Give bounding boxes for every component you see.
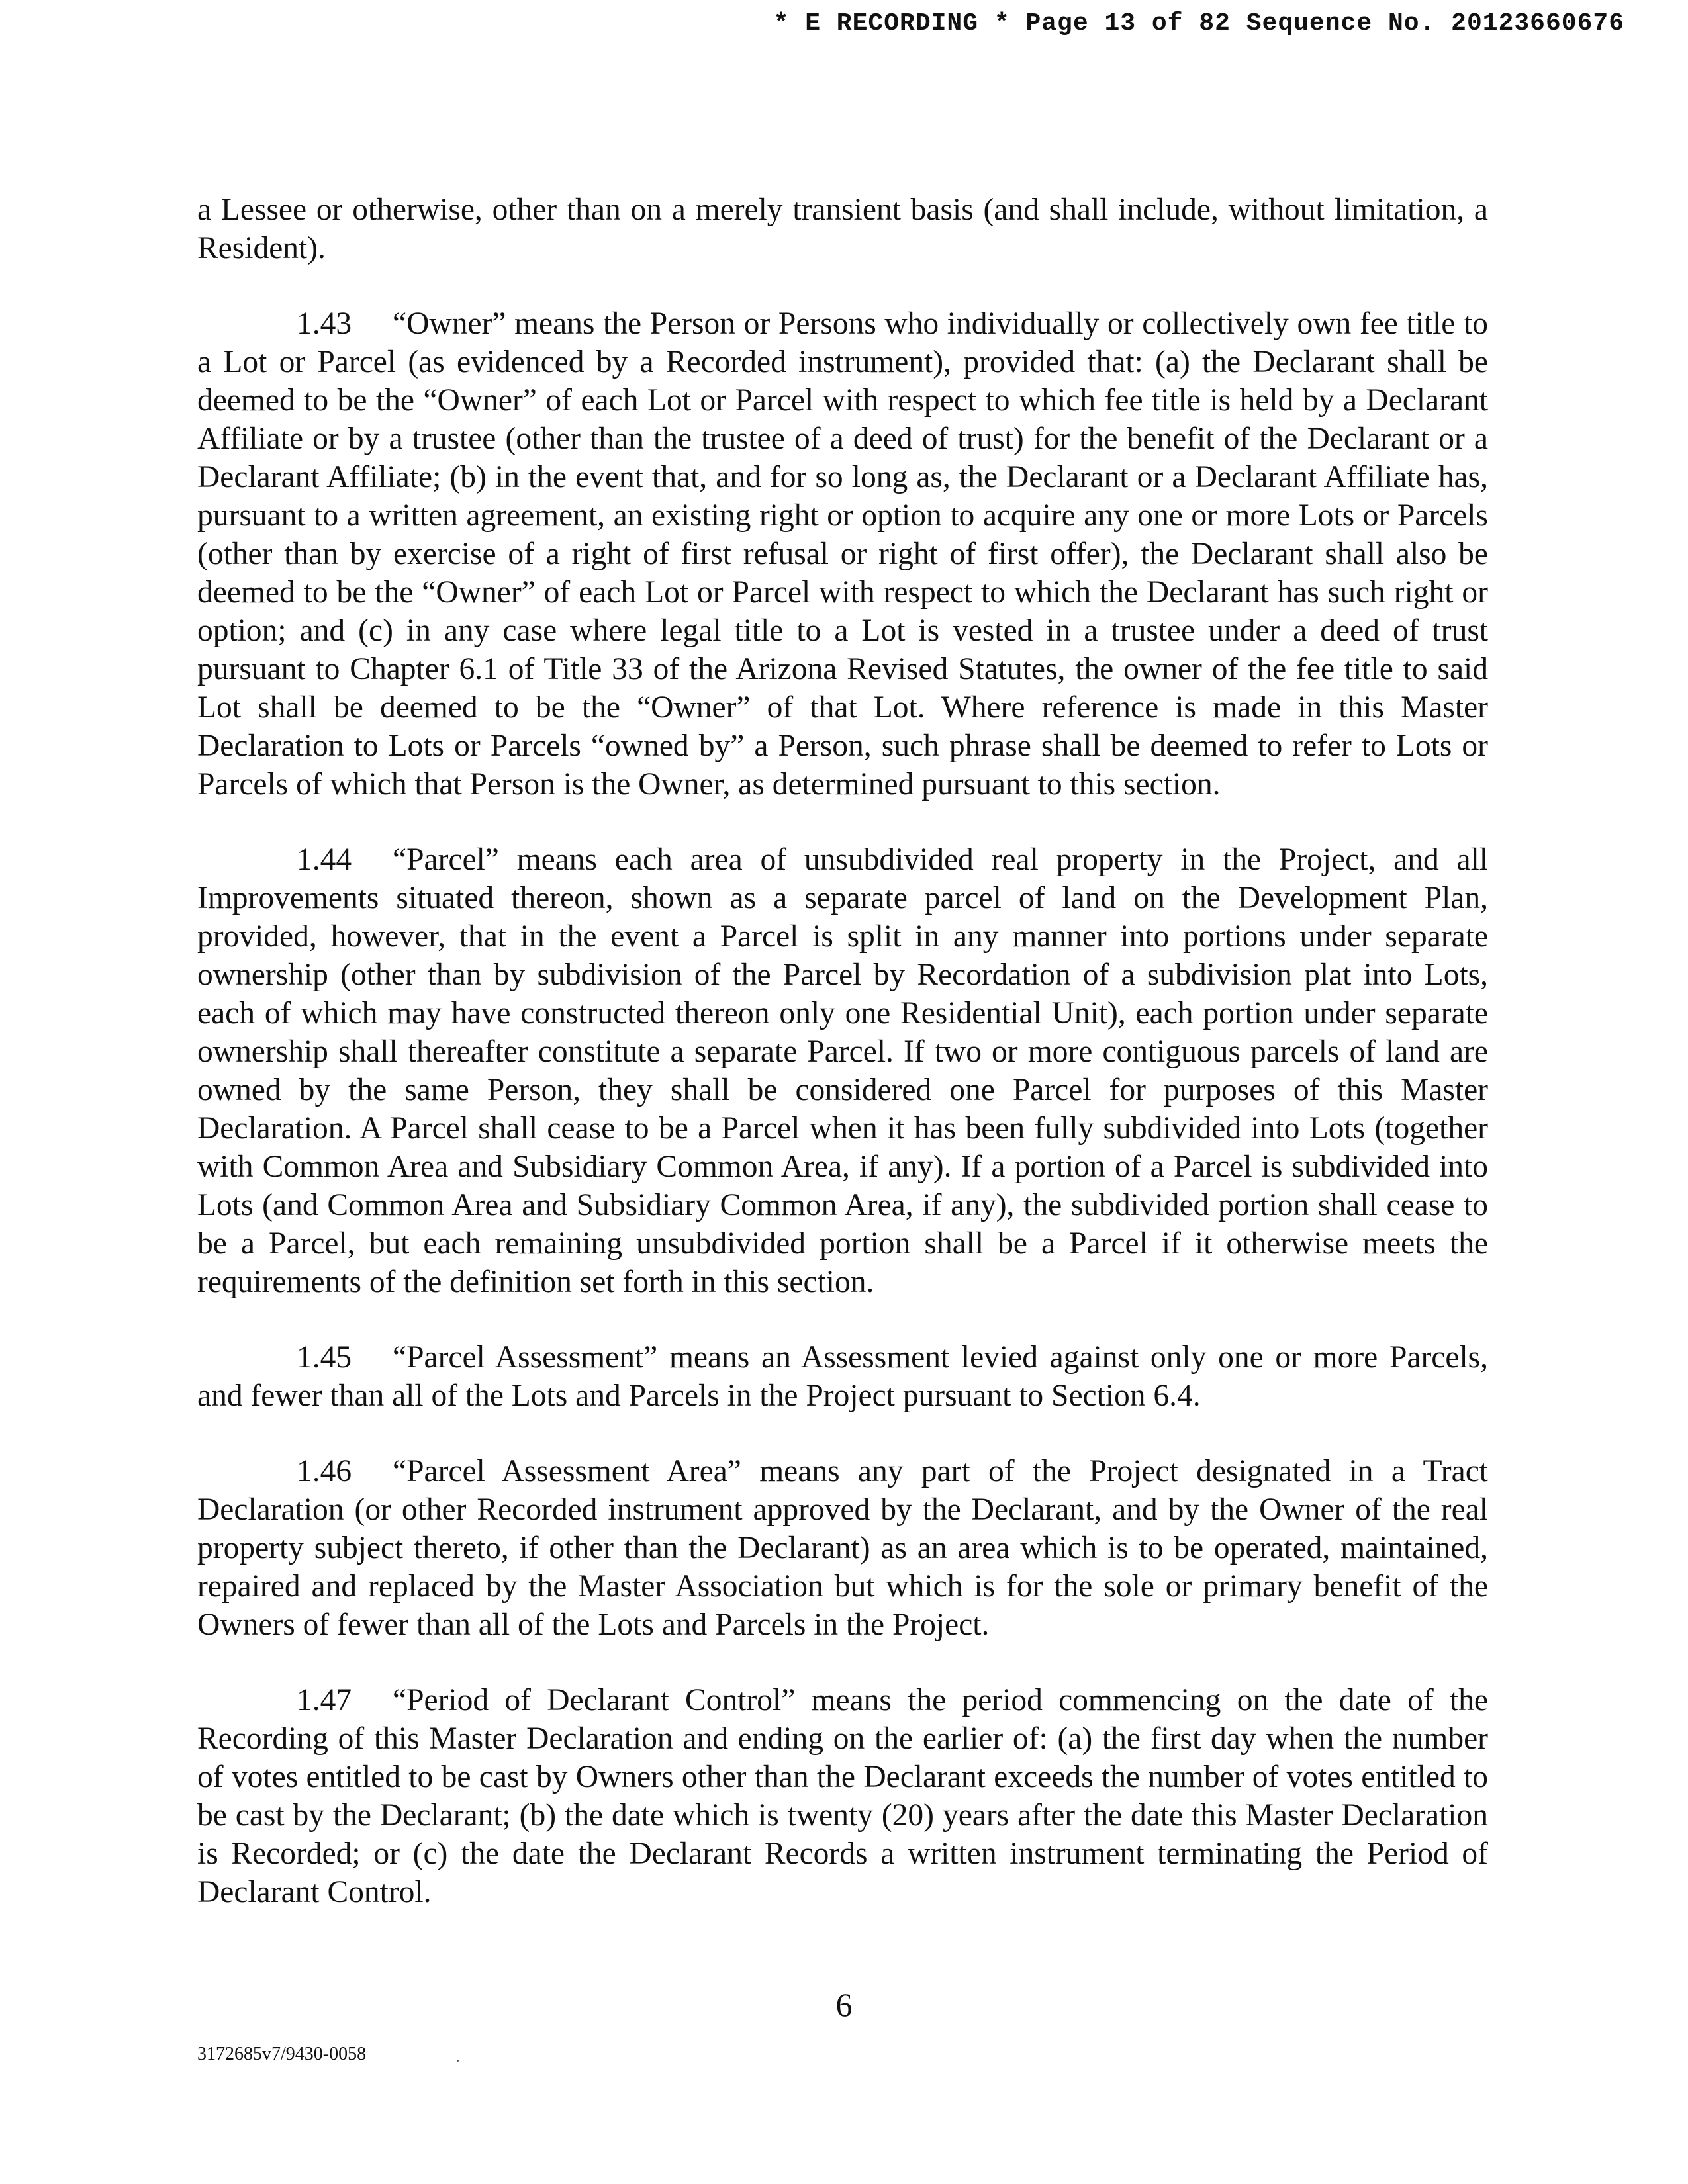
paragraph-continuation <box>197 191 1488 267</box>
section-number: 1.44 <box>297 842 352 877</box>
section-1-45 <box>197 1338 1488 1415</box>
section-text: “Period of Declarant Control” means the period commencing on the date of the Recording of this Master Declaration and ending on the earlier of: (a) the first day when the number of votes entitled to be cast by Owners other than the Declarant exceeds the number of votes entitled to be cast by the Declarant; (b) the date which is twenty (20) years after the date this Master Declaration is Recorded; or (c) the date the Declarant Records a written instrument terminating the Period of Declarant Control. <box>197 1683 1488 1909</box>
recording-header: * E RECORDING * Page 13 of 82 Sequence No. 20123660676 <box>773 9 1624 38</box>
document-code: 3172685v7/9430-0058 <box>197 2044 367 2064</box>
section-number: 1.47 <box>297 1683 352 1717</box>
section-number: 1.46 <box>297 1454 352 1488</box>
scan-speck <box>457 2060 459 2062</box>
section-number: 1.43 <box>297 306 352 341</box>
document-body <box>197 191 1488 1948</box>
section-1-43 <box>197 304 1488 803</box>
section-1-47 <box>197 1681 1488 1911</box>
section-1-44 <box>197 841 1488 1301</box>
section-text: “Owner” means the Person or Persons who individually or collectively own fee title to a Lot or Parcel (as evidenced by a Recorded instrument), provided that: (a) the Declarant shall be deemed to be the “Owner” of each Lot or Parcel with respect to which fee title is held by a Declarant Affiliate or by a trustee (other than the trustee of a deed of trust) for the benefit of the Declarant or a Declarant Affiliate; (b) in the event that, and for so long as, the Declarant or a Declarant Affiliate has, pursuant to a written agreement, an existing right or option to acquire any one or more Lots or Parcels (other than by exercise of a right of first refusal or right of first offer), the Declarant shall also be deemed to be the “Owner” of each Lot or Parcel with respect to which the Declarant has such right or option; and (c) in any case where legal title to a Lot is vested in a trustee under a deed of trust pursuant to Chapter 6.1 of Title 33 of the Arizona Revised Statutes, the owner of the fee title to said Lot shall be deemed to be the “Owner” of that Lot. Where reference is made in this Master Declaration to Lots or Parcels “owned by” a Person, such phrase shall be deemed to refer to Lots or Parcels of which that Person is the Owner, as determined pursuant to this section. <box>197 306 1488 801</box>
section-1-46 <box>197 1452 1488 1644</box>
section-text: “Parcel Assessment” means an Assessment levied against only one or more Parcels, and fewer than all of the Lots and Parcels in the Project pursuant to Section 6.4. <box>197 1340 1488 1413</box>
section-text: “Parcel” means each area of unsubdivided real property in the Project, and all Improvements situated thereon, shown as a separate parcel of land on the Development Plan, provided, however, that in the event a Parcel is split in any manner into portions under separate ownership (other than by subdivision of the Parcel by Recordation of a subdivision plat into Lots, each of which may have constructed thereon only one Residential Unit), each portion under separate ownership shall thereafter constitute a separate Parcel. If two or more contiguous parcels of land are owned by the same Person, they shall be considered one Parcel for purposes of this Master Declaration. A Parcel shall cease to be a Parcel when it has been fully subdivided into Lots (together with Common Area and Subsidiary Common Area, if any). If a portion of a Parcel is subdivided into Lots (and Common Area and Subsidiary Common Area, if any), the subdivided portion shall cease to be a Parcel, but each remaining unsubdivided portion shall be a Parcel if it otherwise meets the requirements of the definition set forth in this section. <box>197 842 1488 1299</box>
section-text: “Parcel Assessment Area” means any part of the Project designated in a Tract Declaration (or other Recorded instrument approved by the Declarant, and by the Owner of the real property subject thereto, if other than the Declarant) as an area which is to be operated, maintained, repaired and replaced by the Master Association but which is for the sole or primary benefit of the Owners of fewer than all of the Lots and Parcels in the Project. <box>197 1454 1488 1642</box>
section-number: 1.45 <box>297 1340 352 1375</box>
paragraph-text: a Lessee or otherwise, other than on a merely transient basis (and shall include, without limitation, a Resident). <box>197 193 1488 265</box>
page-number: 6 <box>835 1986 853 2023</box>
